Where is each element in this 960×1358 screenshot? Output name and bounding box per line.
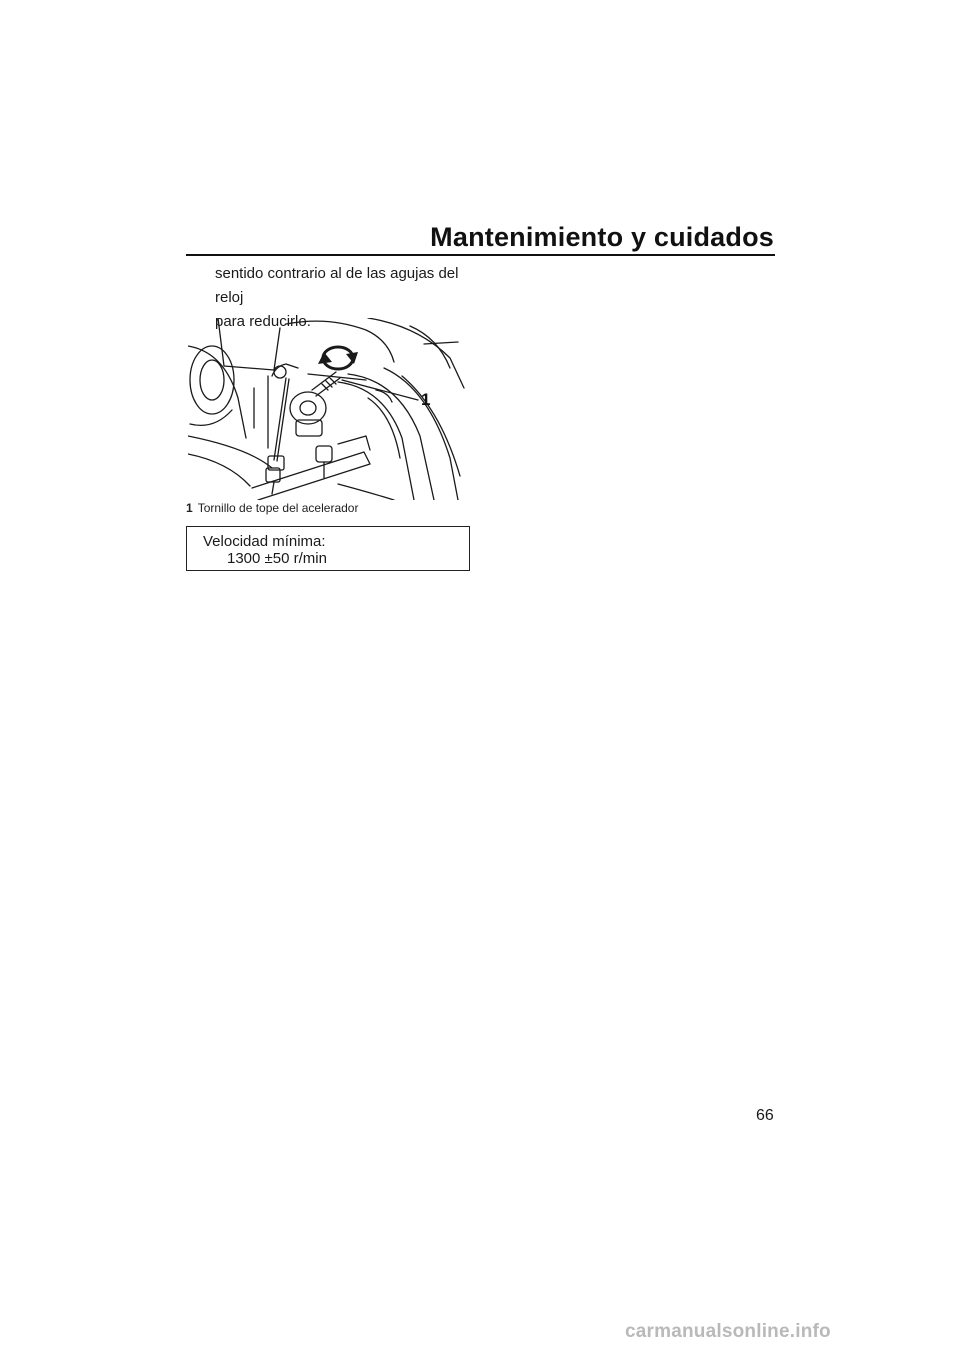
body-line-2: para reducirlo. (215, 313, 311, 330)
caption-text: Tornillo de tope del acelerador (197, 501, 359, 515)
caption-number: 1 (186, 501, 193, 515)
spec-label: Velocidad mínima: (203, 533, 326, 550)
spec-value: 1300 ±50 r/min (227, 550, 327, 567)
page-title: Mantenimiento y cuidados (430, 222, 774, 252)
spec-box (186, 526, 470, 571)
page-number: 66 (756, 1107, 774, 1124)
engine-line-drawing (188, 318, 472, 500)
body-line-1: sentido contrario al de las agujas del reloj (215, 265, 459, 306)
title-rule (186, 254, 775, 256)
figure-caption (186, 501, 358, 515)
throttle-stop-screw-illustration (188, 318, 472, 500)
callout-number: 1 (421, 390, 431, 409)
watermark: carmanualsonline.info (625, 1321, 831, 1342)
